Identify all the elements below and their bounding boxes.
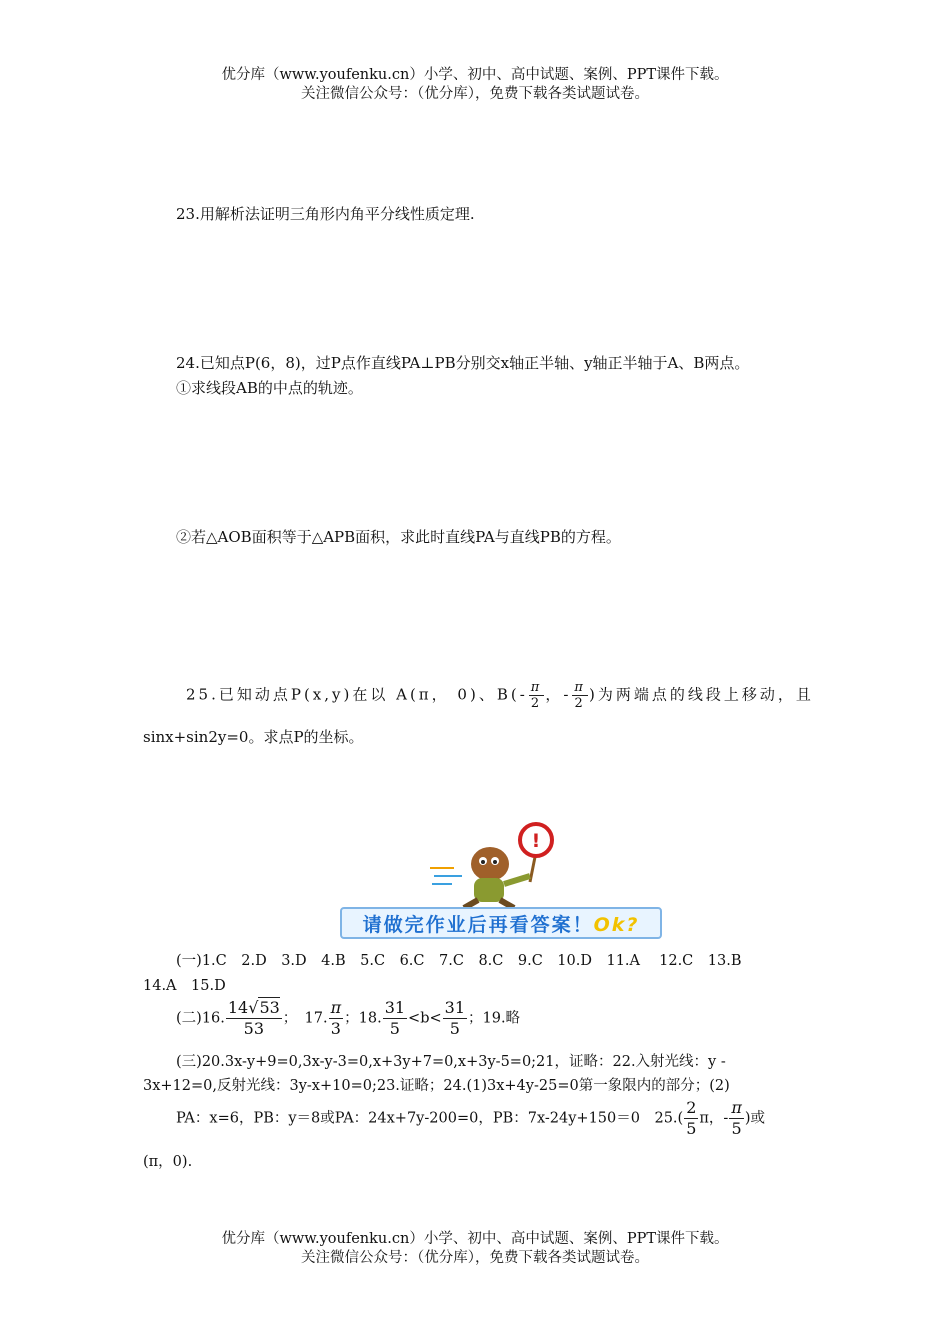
- answers-section-1-line-2: 14.A 15.D: [143, 978, 226, 994]
- q25-text-a: 25.已知动点P(x,y)在以 A(π， 0)、B(-: [186, 685, 528, 704]
- answers-section-3-line-3: PA：x=6，PB：y＝8或PA：24x+7y-200=0，PB：7x-24y+150＝0 25.( $\frac{2}{5}$ π，- $\frac{\pi}{5}$ )或: [176, 1098, 766, 1138]
- question-24-stem: 24.已知点P(6，8)，过P点作直线PA⊥PB分别交x轴正半轴、y轴正半轴于A、B两点。: [176, 354, 750, 372]
- question-24-part-2: ②若△AOB面积等于△APB面积，求此时直线PA与直线PB的方程。: [176, 528, 621, 546]
- svg-text:!: !: [531, 830, 541, 852]
- header-line-2: 关注微信公众号：（优分库），免费下载各类试题试卷。: [301, 86, 649, 102]
- answers-section-3-line-4: (π，0).: [143, 1154, 193, 1170]
- answer-16-fraction: $\frac{14√53}{53}$: [227, 998, 280, 1038]
- answers-section-1-line-1: (一)1.C 2.D 3.D 4.B 5.C 6.C 7.C 8.C 9.C 10.D 11.A 12.C 13.B: [176, 953, 742, 969]
- question-25-line-2: sinx+sin2y=0。求点P的坐标。: [143, 728, 364, 746]
- question-23: 23.用解析法证明三角形内角平分线性质定理.: [176, 205, 475, 223]
- answers-section-3-line-1: (三)20.3x-y+9=0,3x-y-3=0,x+3y+7=0,x+3y-5=0;21，证略：22.入射光线：y -: [176, 1054, 726, 1070]
- q25-fraction-1: $\frac{\pi}{2}$: [530, 680, 543, 711]
- q25-text-b: )为两端点的线段上移动，且: [588, 685, 814, 704]
- footer-line-1: 优分库（www.youfenku.cn）小学、初中、高中试题、案例、PPT课件下载。: [221, 1231, 729, 1247]
- answer-17-fraction: $\frac{\pi}{3}$: [330, 998, 342, 1038]
- answers-section-2: (二)16. $\frac{14√53}{53}$ ； 17. $\frac{\pi}{3}$ ；18. $\frac{31}{5}$ <b< $\frac{31}{5}$ ；19.略: [176, 998, 521, 1038]
- answer-25-fraction-2: $\frac{\pi}{5}$: [731, 1098, 742, 1138]
- header-line-1: 优分库（www.youfenku.cn）小学、初中、高中试题、案例、PPT课件下载。: [221, 67, 729, 83]
- banner-text: 请做完作业后再看答案！: [362, 914, 594, 936]
- answer-18-fraction-b: $\frac{31}{5}$: [444, 998, 465, 1038]
- banner-ok: Ok?: [593, 914, 640, 936]
- question-25-line-1: 25.已知动点P(x,y)在以 A(π， 0)、B(- $\frac{\pi}{2}$ ，- $\frac{\pi}{2}$ )为两端点的线段上移动，且: [186, 680, 814, 711]
- answers-section-3-line-2: 3x+12=0,反射光线：3y-x+10=0;23.证略；24.(1)3x+4y-25=0第一象限内的部分；(2): [143, 1078, 730, 1094]
- q25-fraction-2: $\frac{\pi}{2}$: [574, 680, 586, 711]
- footer-line-2: 关注微信公众号：（优分库），免费下载各类试题试卷。: [301, 1250, 649, 1266]
- reminder-banner: [340, 907, 662, 939]
- answer-18-fraction-a: $\frac{31}{5}$: [384, 998, 406, 1038]
- answer-25-fraction-1: $\frac{2}{5}$: [686, 1098, 697, 1138]
- mascot-illustration: [428, 822, 558, 910]
- question-24-part-1: ①求线段AB的中点的轨迹。: [176, 379, 363, 397]
